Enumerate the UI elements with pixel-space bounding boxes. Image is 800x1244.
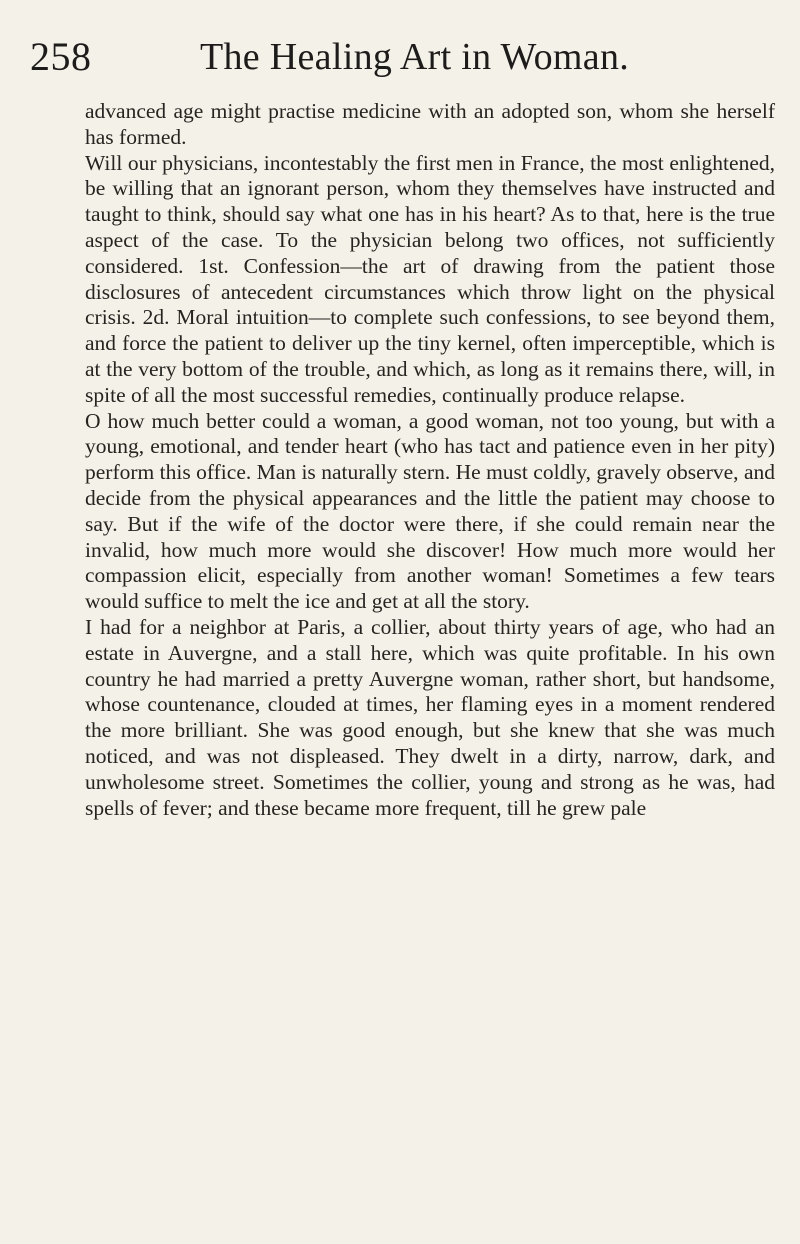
body-text [85,99,775,821]
running-title: The Healing Art in Woman. [200,36,630,78]
paragraph-physicians: Will our physicians, incontestably the first men in France, the most enlightened, be willing that an ignorant person, whom they themselves have instructed and taught to think, should say what one has in his heart? As to that, here is the true aspect of the case. To the physician belong two offices, not sufficiently considered. 1st. Confession—the art of drawing from the patient those disclosures of antecedent circumstances which throw light on the physical crisis. 2d. Moral intuition—to complete such confessions, to see beyond them, and force the patient to deliver up the tiny kernel, often imperceptible, which is at the very bottom of the trouble, and which, as long as it remains there, will, in spite of all the most successful remedies, continually produce relapse. [85,150,775,407]
running-head [30,32,750,82]
page-number: 258 [30,34,92,79]
paragraph-collier: I had for a neighbor at Paris, a collier, about thirty years of age, who had an estate in Auvergne, and a stall here, which was quite profitable. In his own country he had married a pretty Auvergne woman, rather short, but handsome, whose countenance, clouded at times, her flaming eyes in a moment rendered the more brilliant. She was good enough, but she knew that she was much noticed, and was not displeased. They dwelt in a dirty, narrow, dark, and unwholesome street. Sometimes the collier, young and strong as he was, had spells of fever; and these became more frequent, till he grew pale [85,614,775,820]
paragraph-continuation: advanced age might practise medicine with an adopted son, whom she herself has formed. [85,99,775,149]
paragraph-woman-office: O how much better could a woman, a good woman, not too young, but with a young, emotional, and tender heart (who has tact and patience even in her pity) perform this office. Man is naturally stern. He must coldly, gravely observe, and decide from the physical appearances and the little the patient may choose to say. But if the wife of the doctor were there, if she could remain near the invalid, how much more would she discover! How much more would her compassion elicit, especially from another woman! Sometimes a few tears would suffice to melt the ice and get at all the story. [85,408,775,614]
